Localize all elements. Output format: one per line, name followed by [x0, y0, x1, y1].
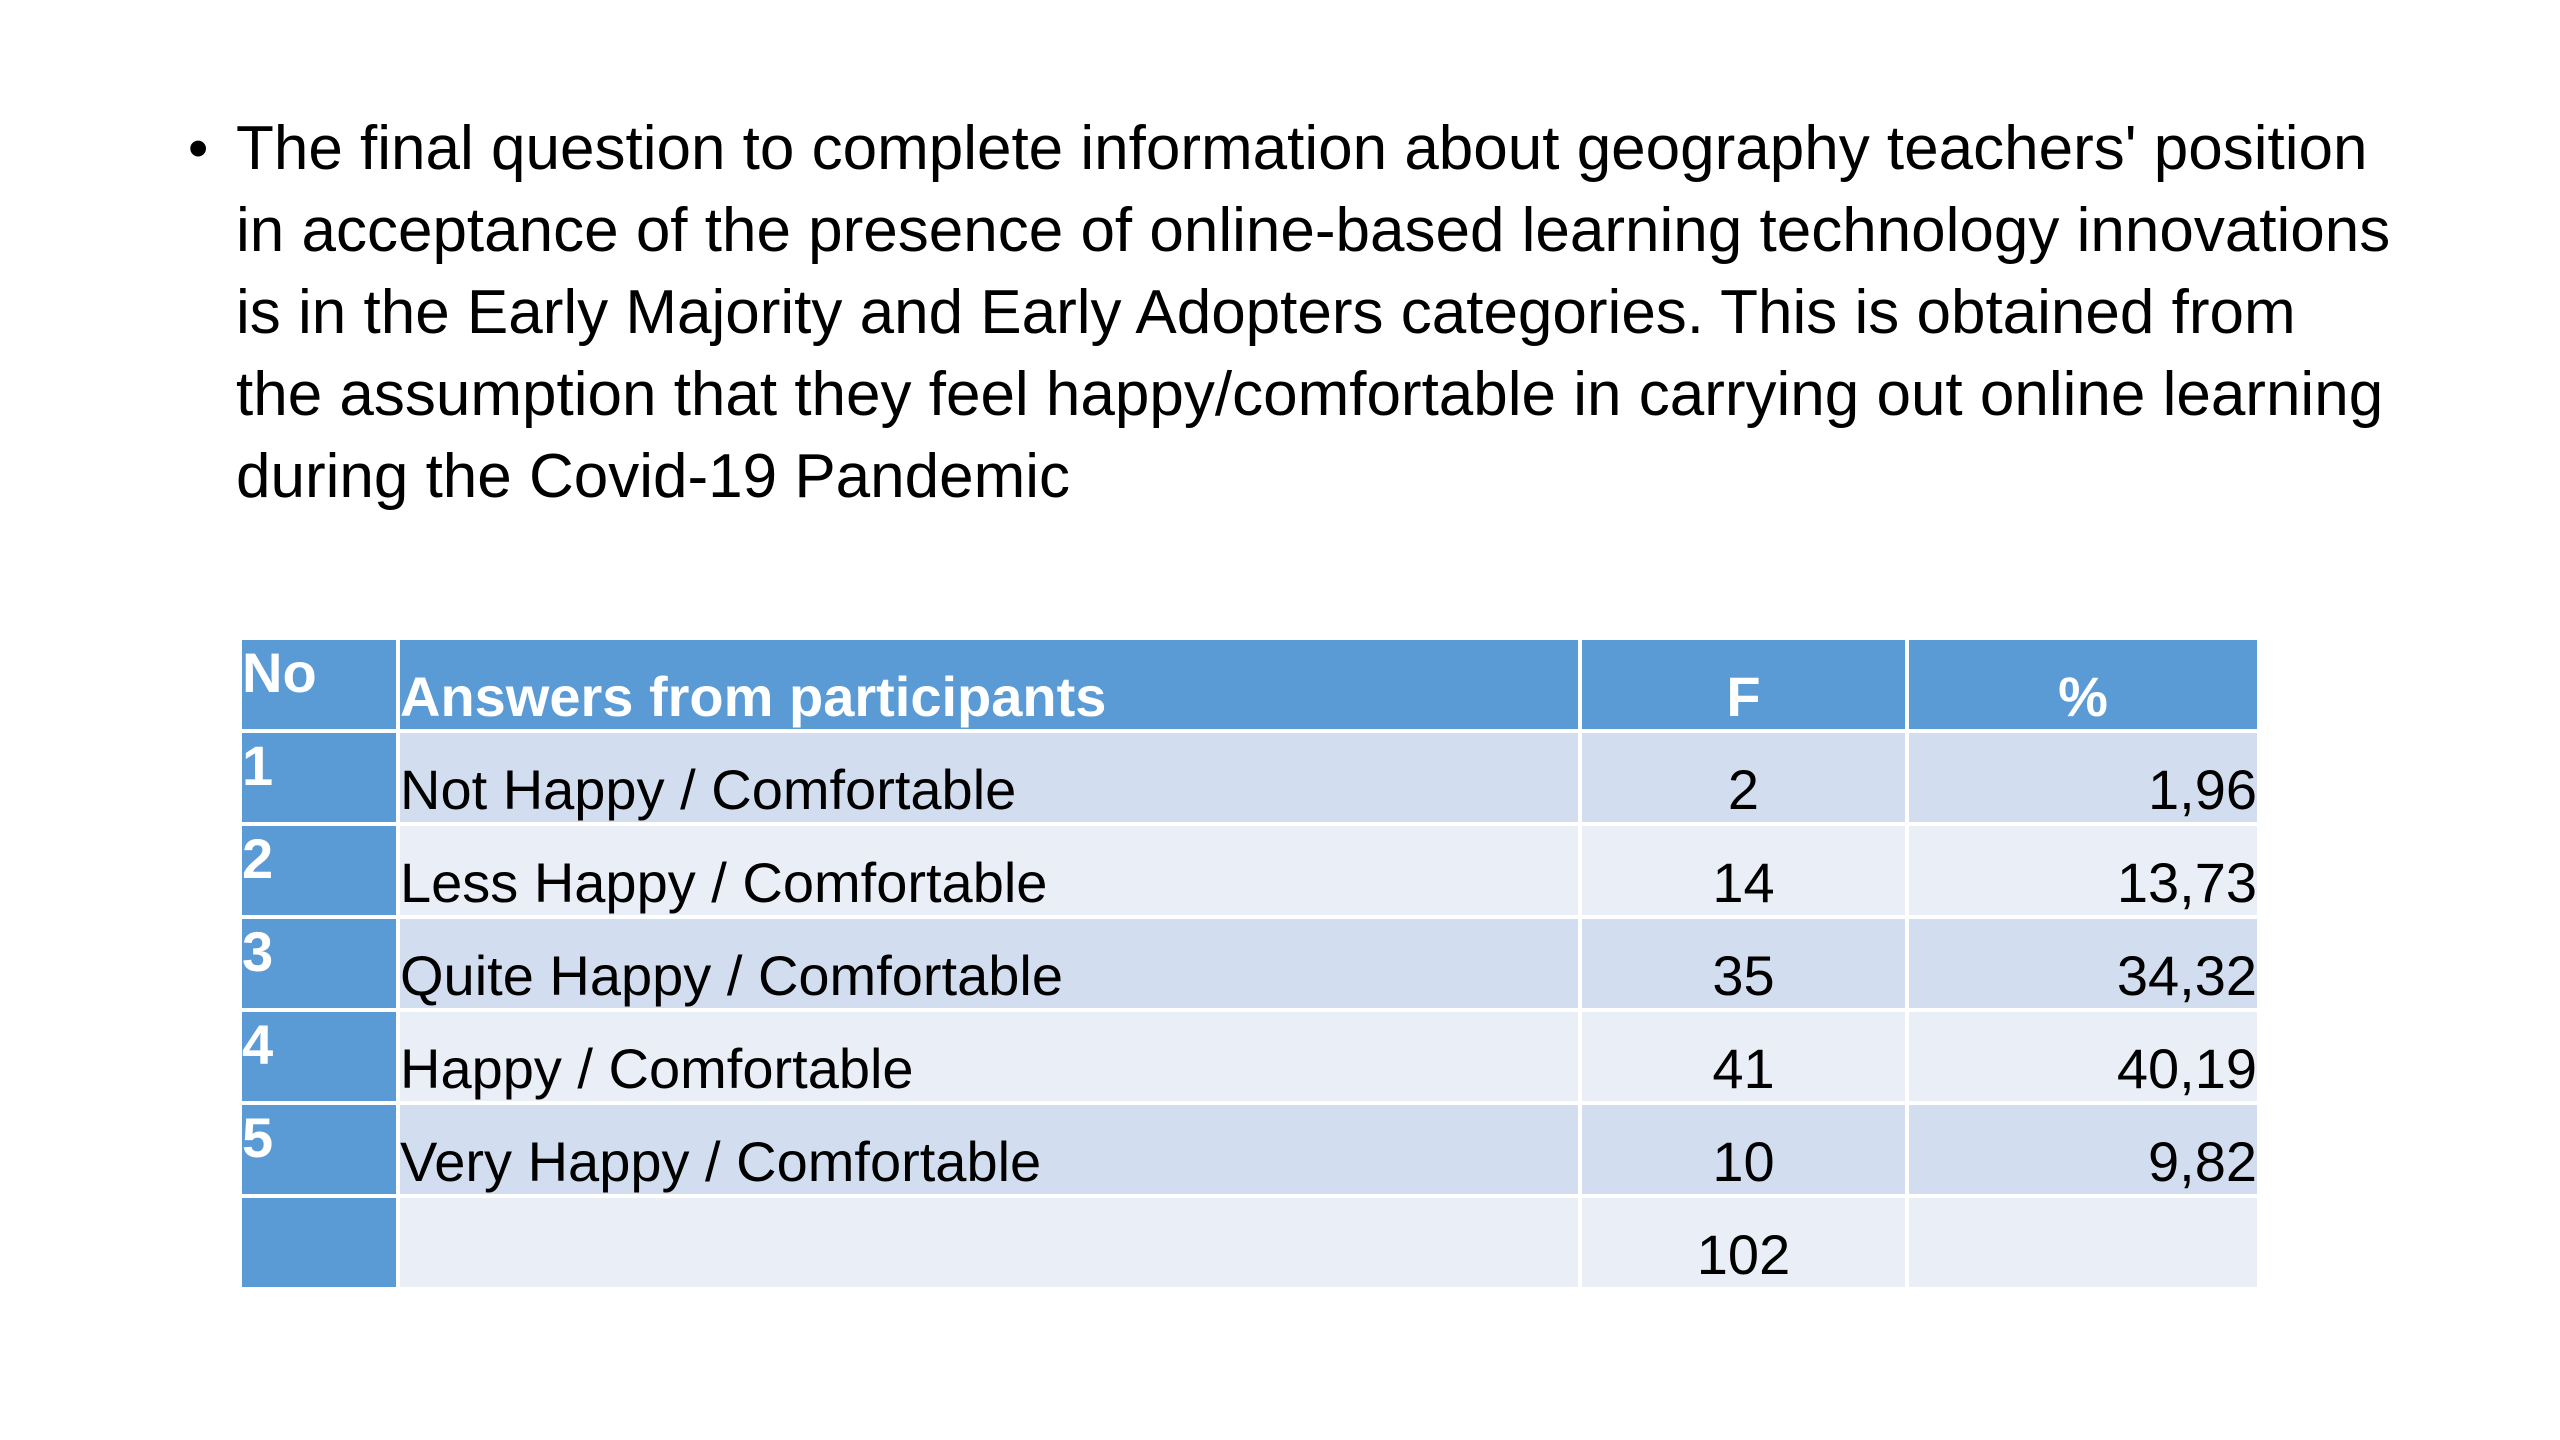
- row-number: 2: [242, 826, 396, 915]
- row-answer: Happy / Comfortable: [400, 1012, 1578, 1101]
- table-total-row: [242, 1198, 2257, 1287]
- total-percent: [1909, 1198, 2257, 1287]
- row-number: 1: [242, 733, 396, 822]
- row-frequency: 10: [1582, 1105, 1905, 1194]
- header-answers: Answers from participants: [400, 640, 1578, 729]
- row-answer: Not Happy / Comfortable: [400, 733, 1578, 822]
- row-percent: 34,32: [1909, 919, 2257, 1008]
- table-row: [242, 1105, 2257, 1194]
- header-percent: %: [1909, 640, 2257, 729]
- row-answer: Quite Happy / Comfortable: [400, 919, 1578, 1008]
- bullet-paragraph: [188, 108, 2448, 518]
- row-frequency: 35: [1582, 919, 1905, 1008]
- row-number: 4: [242, 1012, 396, 1101]
- row-percent: 1,96: [1909, 733, 2257, 822]
- results-table: [238, 636, 2261, 1291]
- row-frequency: 41: [1582, 1012, 1905, 1101]
- row-number: 5: [242, 1105, 396, 1194]
- table-header-row: [242, 640, 2257, 729]
- table-row: [242, 1012, 2257, 1101]
- total-answer: [400, 1198, 1578, 1287]
- header-no: No: [242, 640, 396, 729]
- row-percent: 13,73: [1909, 826, 2257, 915]
- row-answer: Very Happy / Comfortable: [400, 1105, 1578, 1194]
- row-frequency: 14: [1582, 826, 1905, 915]
- row-percent: 40,19: [1909, 1012, 2257, 1101]
- row-frequency: 2: [1582, 733, 1905, 822]
- table-row: [242, 733, 2257, 822]
- row-percent: 9,82: [1909, 1105, 2257, 1194]
- header-f: F: [1582, 640, 1905, 729]
- row-answer: Less Happy / Comfortable: [400, 826, 1578, 915]
- bullet-text: The final question to complete information about geography teachers' position in acceptance of the presence of online-based learning technology innovations is in the Early Majority and Early Adopters categories. This is obtained from the assumption that they feel happy/comfortable in carrying out online learning during the Covid-19 Pandemic: [236, 114, 2391, 511]
- bullet-icon: •: [188, 116, 209, 181]
- total-frequency: 102: [1582, 1198, 1905, 1287]
- table-row: [242, 826, 2257, 915]
- row-number: 3: [242, 919, 396, 1008]
- table-row: [242, 919, 2257, 1008]
- total-number: [242, 1198, 396, 1287]
